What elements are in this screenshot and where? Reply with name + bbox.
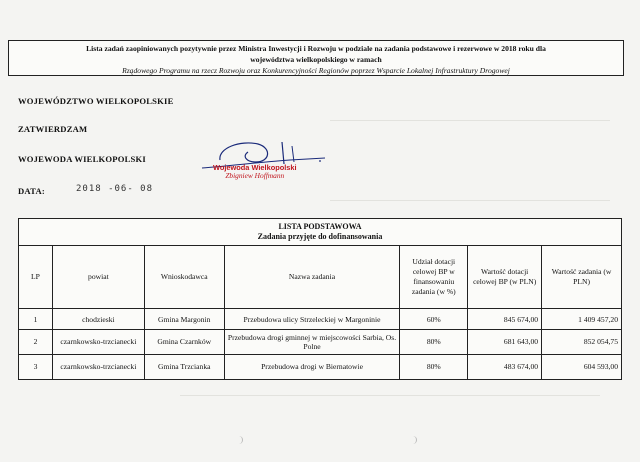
col-udzial: Udział dotacji celowej BP w finansowaniu zadania (w %) bbox=[400, 246, 468, 309]
cell-wnioskodawca: Gmina Margonin bbox=[144, 309, 224, 330]
col-wartosc: Wartość zadania (w PLN) bbox=[542, 246, 622, 309]
cell-wartosc: 1 409 457,20 bbox=[542, 309, 622, 330]
header-line-2: województwa wielkopolskiego w ramach bbox=[250, 55, 382, 64]
cell-lp: 2 bbox=[19, 330, 53, 355]
cell-wnioskodawca: Gmina Trzcianka bbox=[144, 355, 224, 380]
cell-lp: 3 bbox=[19, 355, 53, 380]
cell-nazwa: Przebudowa ulicy Strzeleckiej w Margoninie bbox=[224, 309, 400, 330]
table-title-row bbox=[19, 219, 622, 246]
header-line-3: Rządowego Programu na rzecz Rozwoju oraz Konkurencyjności Regionów poprzez Wsparcie Lokalnej Infrastruktury Drogowej bbox=[122, 66, 510, 75]
table-title: LISTA PODSTAWOWA bbox=[278, 222, 362, 231]
date-label: DATA: bbox=[18, 186, 45, 196]
cell-wnioskodawca: Gmina Czarnków bbox=[144, 330, 224, 355]
cell-powiat: chodzieski bbox=[52, 309, 144, 330]
cell-powiat: czarnkowsko-trzcianecki bbox=[52, 355, 144, 380]
cell-udzial: 80% bbox=[400, 355, 468, 380]
cell-lp: 1 bbox=[19, 309, 53, 330]
binding-hole-mark bbox=[236, 436, 243, 444]
cell-dotacja: 845 674,00 bbox=[468, 309, 542, 330]
document-header bbox=[8, 40, 624, 76]
table-row bbox=[19, 309, 622, 330]
bleed-through-line bbox=[330, 200, 610, 201]
bleed-through-line bbox=[330, 120, 610, 121]
cell-udzial: 60% bbox=[400, 309, 468, 330]
table-title-cell bbox=[19, 219, 622, 246]
cell-wartosc: 852 054,75 bbox=[542, 330, 622, 355]
stamp-name: Zbigniew Hoffmann bbox=[225, 171, 285, 180]
header-line-1: Lista zadań zaopiniowanych pozytywnie przez Ministra Inwestycji i Rozwoju w podziale na zadania podstawowe i rezerwowe w 2018 roku dla bbox=[86, 44, 546, 53]
stamp-title: Wojewoda Wielkopolski bbox=[213, 163, 297, 172]
cell-nazwa: Przebudowa drogi gminnej w miejscowości Sarbia, Os. Polne bbox=[224, 330, 400, 355]
binding-hole-mark bbox=[410, 436, 417, 444]
cell-wartosc: 604 593,00 bbox=[542, 355, 622, 380]
col-powiat: powiat bbox=[52, 246, 144, 309]
table-row bbox=[19, 355, 622, 380]
cell-powiat: czarnkowsko-trzcianecki bbox=[52, 330, 144, 355]
col-wnioskodawca: Wnioskodawca bbox=[144, 246, 224, 309]
cell-dotacja: 681 643,00 bbox=[468, 330, 542, 355]
cell-udzial: 80% bbox=[400, 330, 468, 355]
date-value: 2018 -06- 08 bbox=[76, 184, 154, 194]
region-label: WOJEWÓDZTWO WIELKOPOLSKIE bbox=[18, 96, 174, 106]
col-nazwa: Nazwa zadania bbox=[224, 246, 400, 309]
col-lp: LP bbox=[19, 246, 53, 309]
bleed-through-line bbox=[180, 395, 600, 396]
cell-nazwa: Przebudowa drogi w Biernatowie bbox=[224, 355, 400, 380]
cell-dotacja: 483 674,00 bbox=[468, 355, 542, 380]
official-stamp bbox=[213, 163, 297, 180]
governor-label: WOJEWODA WIELKOPOLSKI bbox=[18, 154, 146, 164]
approve-label: ZATWIERDZAM bbox=[18, 124, 88, 134]
table-subtitle: Zadania przyjęte do dofinansowania bbox=[257, 232, 383, 241]
col-dotacja: Wartość dotacji celowej BP (w PLN) bbox=[468, 246, 542, 309]
table-header-row bbox=[19, 246, 622, 309]
table-row bbox=[19, 330, 622, 355]
tasks-table bbox=[18, 218, 622, 380]
